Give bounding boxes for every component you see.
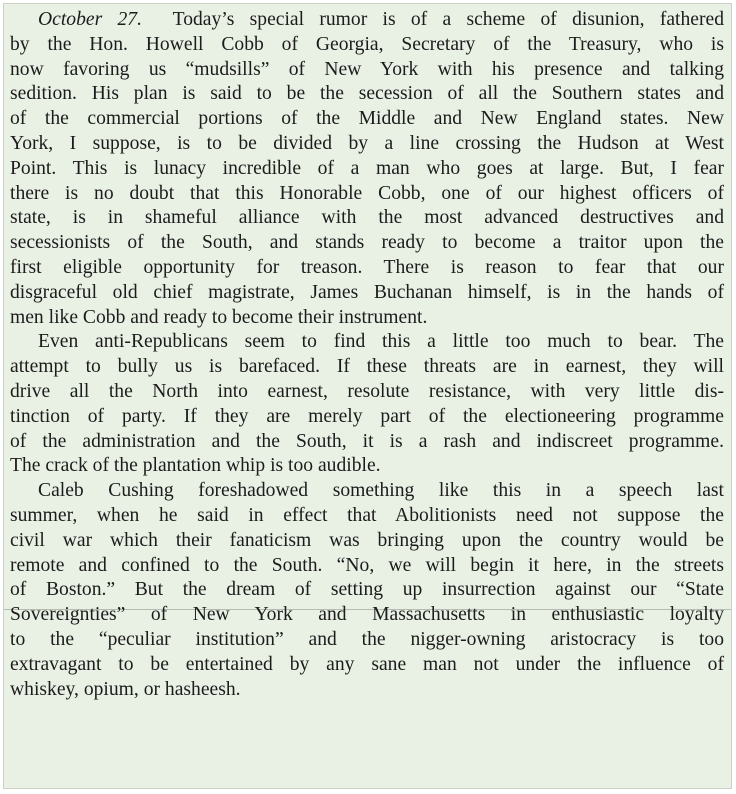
text-line: drive all the North into earnest, resolute resistance, with very little dis-: [10, 380, 724, 402]
text-line: there is no doubt that this Honorable Cobb, one of our highest officers of: [10, 182, 724, 204]
text-line: of the commercial portions of the Middle and New England states. New: [10, 108, 724, 130]
text-line: summer, when he said in effect that Abolitionists need not suppose the: [10, 504, 724, 526]
paragraph: [10, 330, 724, 479]
text-line: attempt to bully us is barefaced. If these threats are in earnest, they will: [10, 356, 724, 378]
paragraph: [10, 479, 724, 702]
text-line: first eligible opportunity for treason. There is reason to fear that our: [10, 256, 724, 278]
text-line: disgraceful old chief magistrate, James Buchanan himself, is in the hands of: [10, 281, 724, 303]
text-line: Point. This is lunacy incredible of a man who goes at large. But, I fear: [10, 157, 724, 179]
text-line: October 27. Today’s special rumor is of a scheme of disunion, fathered: [38, 9, 724, 30]
text-line: by the Hon. Howell Cobb of Georgia, Secretary of the Treasury, who is: [10, 33, 724, 55]
text-line: remote and confined to the South. “No, we will begin it here, in the streets: [10, 554, 724, 576]
text-line: York, I suppose, is to be divided by a line crossing the Hudson at West: [10, 132, 724, 154]
text-line: now favoring us “mudsills” of New York with his presence and talking: [10, 58, 724, 80]
text-line: men like Cobb and ready to become their instrument.: [10, 306, 428, 328]
text-line: sedition. His plan is said to be the secession of all the Southern states and: [10, 83, 724, 105]
text-line: of Boston.” But the dream of setting up insurrection against our “State: [10, 579, 724, 601]
text-line: Caleb Cushing foreshadowed something like this in a speech last: [38, 480, 724, 502]
text-line: extravagant to be entertained by any sane man not under the influence of: [10, 653, 724, 675]
document-page: [3, 3, 732, 789]
text-line: to the “peculiar institution” and the nigger-owning aristocracy is too: [10, 628, 724, 650]
text-line: state, is in shameful alliance with the most advanced destructives and: [10, 207, 724, 229]
entry-date: October 27.: [38, 9, 142, 30]
text-line: The crack of the plantation whip is too audible.: [10, 455, 381, 477]
text-line: secessionists of the South, and stands ready to become a traitor upon the: [10, 232, 724, 254]
text-line: tinction of party. If they are merely part of the electioneering programme: [10, 405, 724, 427]
paragraph: [10, 8, 724, 330]
text-line: whiskey, opium, or hasheesh.: [10, 678, 241, 700]
text-line: Sovereignties” of New York and Massachusetts in enthusiastic loyalty: [10, 604, 724, 626]
text-line: Even anti-Republicans seem to find this a little too much to bear. The: [38, 331, 724, 353]
text-line: of the administration and the South, it is a rash and indiscreet programme.: [10, 430, 724, 452]
diary-entry: [10, 8, 724, 702]
text-line: civil war which their fanaticism was bringing upon the country would be: [10, 529, 724, 551]
